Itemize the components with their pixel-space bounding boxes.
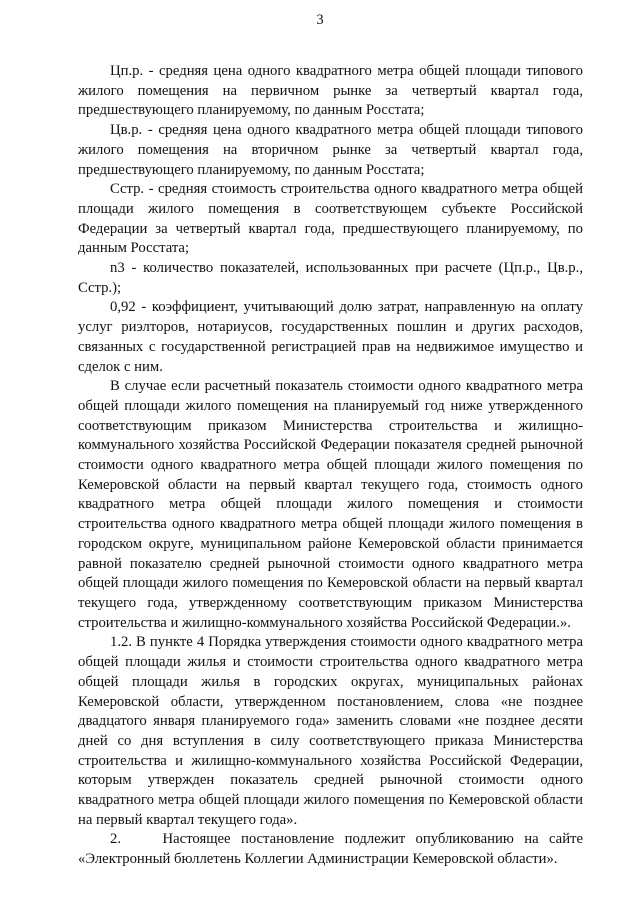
document-body (78, 62, 587, 870)
paragraph-indicator-count: n3 - количество показателей, использованных при расчете (Цп.р., Цв.р., Сстр.); (78, 260, 583, 296)
paragraph-construction-cost: Сстр. - средняя стоимость строительства одного квадратного метра общей площади жилого помещения в соответствующем субъекте Российской Федерации за четвертый квартал года, предшествующего планируемому, по данным Росстата; (78, 181, 583, 257)
page-number: 3 (316, 12, 324, 28)
paragraph-price-secondary: Цв.р. - средняя цена одного квадратного метра общей площади типового жилого помещения на вторичном рынке за четвертый квартал года, предшествующего планируемому, по данным Росстата; (78, 122, 583, 178)
paragraph-coefficient: 0,92 - коэффициент, учитывающий долю затрат, направленную на оплату услуг риэлторов, нотариусов, государственных пошлин и других расходов, связанных с государственной регистрацией прав на недвижимое имущество и сделок с ним. (78, 299, 583, 375)
paragraph-item-2: 2. Настоящее постановление подлежит опубликованию на сайте «Электронный бюллетень Коллегии Администрации Кемеровской области». (78, 831, 587, 868)
paragraph-calculation-rule: В случае если расчетный показатель стоимости одного квадратного метра общей площади жилого помещения на планируемый год ниже утвержденного соответствующим приказом Министерства строительства и жилищно-коммунального хозяйства Российской Федерации показателя средней рыночной стоимости одного квадратного метра общей площади жилого помещения по Кемеровской области на первый квартал текущего года, стоимость одного квадратного метра общей площади жилого помещения и стоимости строительства одного квадратного метра общей площади жилого помещения в городском округе, муниципальном районе Кемеровской области принимается равной показателю средней рыночной стоимости одного квадратного метра общей площади жилого помещения по Кемеровской области на первый квартал текущего года, утвержденному соответствующим приказом Министерства строительства и жилищно-коммунального хозяйства Российской Федерации.». (78, 378, 583, 631)
paragraph-price-primary: Цп.р. - средняя цена одного квадратного метра общей площади типового жилого помещения на первичном рынке за четвертый квартал года, предшествующего планируемому, по данным Росстата; (78, 63, 583, 119)
paragraph-item-1-2: 1.2. В пункте 4 Порядка утверждения стоимости одного квадратного метра общей площади жилья и стоимости строительства одного квадратного метра общей площади жилья в городских округах, муниципальных районах Кемеровской области, утвержденном постановлением, слова «не позднее двадцатого января планируемого года» заменить словами «не позднее десяти дней со дня вступления в силу соответствующего приказа Министерства строительства и жилищно-коммунального хозяйства Российской Федерации, которым утвержден показатель средней рыночной стоимости одного квадратного метра общей площади жилого помещения по Кемеровской области на первый квартал текущего года». (78, 634, 583, 828)
